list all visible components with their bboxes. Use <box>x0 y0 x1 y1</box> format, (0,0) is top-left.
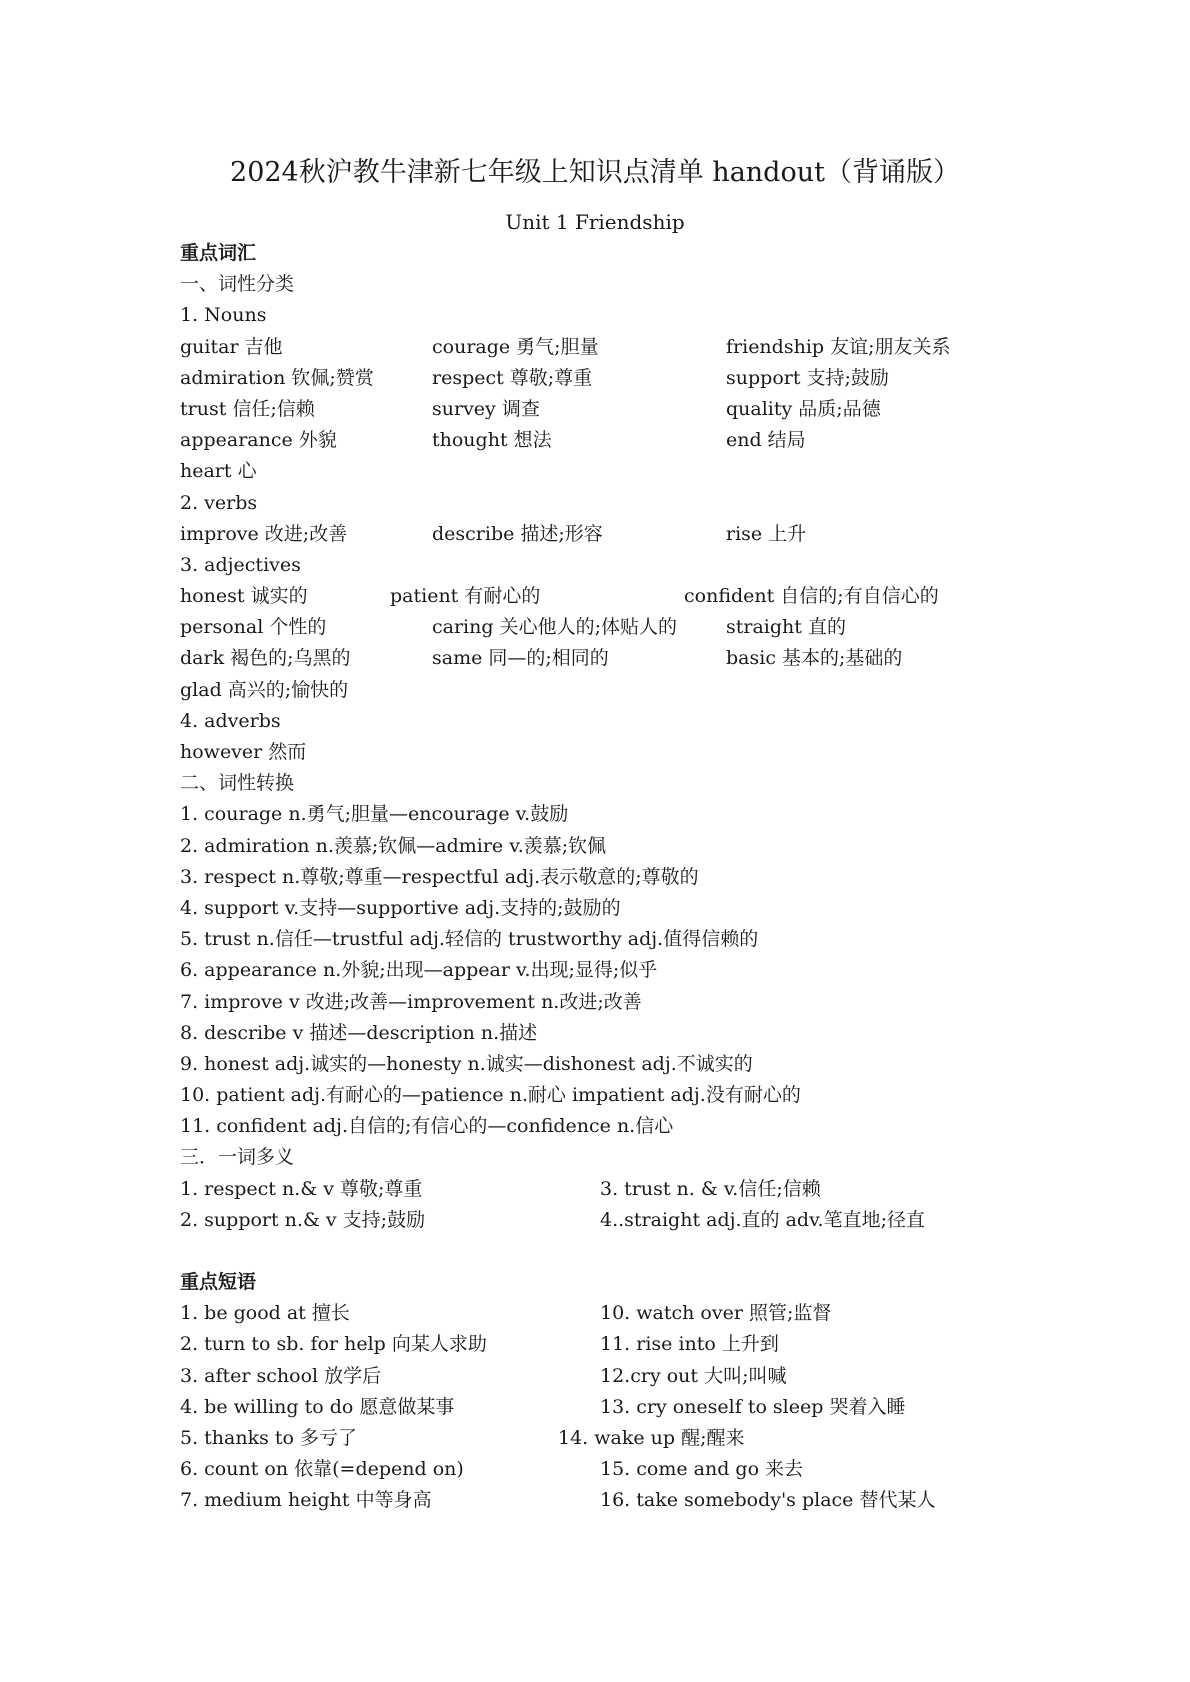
vocab-entry: patient 有耐心的 <box>390 585 541 608</box>
vocab-entry: rise 上升 <box>726 522 807 545</box>
vocab-entry: honest 诚实的 <box>180 585 308 608</box>
vocab-entry: caring 关心他人的;体贴人的 <box>432 616 677 639</box>
phrase-item: 10. watch over 照管;监督 <box>600 1302 832 1325</box>
phrase-item: 3. after school 放学后 <box>180 1364 382 1387</box>
conversion-item: 10. patient adj.有耐心的—patience n.耐心 impatient adj.没有耐心的 <box>180 1084 801 1107</box>
phrase-item: 1. be good at 擅长 <box>180 1302 350 1325</box>
vocab-entry: basic 基本的;基础的 <box>726 647 903 670</box>
phrase-row <box>180 1298 1080 1329</box>
phrase-item: 5. thanks to 多亏了 <box>180 1426 358 1449</box>
nouns-heading: 1. Nouns <box>180 304 267 327</box>
polysemy-row <box>180 1174 1080 1205</box>
conversion-item: 8. describe v 描述—description n.描述 <box>180 1021 538 1044</box>
conversion-item: 9. honest adj.诚实的—honesty n.诚实—dishonest adj.不诚实的 <box>180 1052 753 1075</box>
vocab-entry: confident 自信的;有自信心的 <box>684 585 939 608</box>
conversion-item: 11. confident adj.自信的;有信心的—confidence n.信心 <box>180 1115 674 1138</box>
verbs-heading: 2. verbs <box>180 491 258 514</box>
phrase-row <box>180 1423 1080 1454</box>
unit-subtitle: Unit 1 Friendship <box>505 210 685 234</box>
polysemy-item: 1. respect n.& v 尊敬;尊重 <box>180 1177 423 1200</box>
vocab-entry: describe 描述;形容 <box>432 522 603 545</box>
polysemy-item: 2. support n.& v 支持;鼓励 <box>180 1208 426 1231</box>
vocab-row <box>180 394 1080 425</box>
section-heading-word-classes: 一、词性分类 <box>180 273 295 296</box>
conversion-item: 6. appearance n.外貌;出现—appear v.出现;显得;似乎 <box>180 959 658 982</box>
vocab-row <box>180 612 1080 643</box>
vocab-entry: personal 个性的 <box>180 616 327 639</box>
adverbs-heading: 4. adverbs <box>180 709 281 732</box>
handout-content <box>180 238 1080 1517</box>
vocab-entry: dark 褐色的;乌黑的 <box>180 647 351 670</box>
conversion-item: 1. courage n.勇气;胆量—encourage v.鼓励 <box>180 803 569 826</box>
phrase-item: 7. medium height 中等身高 <box>180 1489 432 1512</box>
vocab-row <box>180 332 1080 363</box>
vocab-entry: quality 品质;品德 <box>726 397 881 420</box>
phrase-item: 4. be willing to do 愿意做某事 <box>180 1395 455 1418</box>
vocab-row <box>180 363 1080 394</box>
polysemy-item: 4..straight adj.直的 adv.笔直地;径直 <box>600 1208 925 1231</box>
phrases-heading: 重点短语 <box>180 1271 257 1293</box>
vocab-entry: end 结局 <box>726 429 806 452</box>
phrase-row <box>180 1485 1080 1516</box>
vocab-entry: guitar 吉他 <box>180 335 283 358</box>
vocab-row <box>180 456 1080 487</box>
vocab-heading: 重点词汇 <box>180 242 257 264</box>
vocab-row: however 然而 <box>180 741 307 763</box>
section-heading-word-conversion: 二、词性转换 <box>180 772 295 795</box>
phrase-item: 2. turn to sb. for help 向某人求助 <box>180 1333 487 1356</box>
vocab-row <box>180 519 1080 550</box>
conversion-item: 5. trust n.信任—trustful adj.轻信的 trustworthy adj.值得信赖的 <box>180 928 759 951</box>
vocab-entry: trust 信任;信赖 <box>180 397 315 420</box>
conversion-item: 2. admiration n.羡慕;钦佩—admire v.羡慕;钦佩 <box>180 834 607 857</box>
section-heading-polysemy: 三．一词多义 <box>180 1146 295 1169</box>
phrase-row <box>180 1392 1080 1423</box>
vocab-row <box>180 675 1080 706</box>
phrase-row <box>180 1361 1080 1392</box>
polysemy-item: 3. trust n. & v.信任;信赖 <box>600 1177 821 1200</box>
vocab-entry: respect 尊敬;尊重 <box>432 366 593 389</box>
phrase-item: 14. wake up 醒;醒来 <box>558 1426 745 1449</box>
vocab-row <box>180 581 1080 612</box>
adjectives-heading: 3. adjectives <box>180 553 301 576</box>
vocab-entry: improve 改进;改善 <box>180 522 348 545</box>
vocab-entry: survey 调查 <box>432 397 540 420</box>
phrase-row <box>180 1454 1080 1485</box>
page-title: 2024秋沪教牛津新七年级上知识点清单 handout（背诵版） <box>230 157 960 188</box>
phrase-item: 12.cry out 大叫;叫喊 <box>600 1364 787 1387</box>
phrase-item: 16. take somebody's place 替代某人 <box>600 1489 936 1512</box>
vocab-entry: friendship 友谊;朋友关系 <box>726 335 951 358</box>
vocab-entry: thought 想法 <box>432 429 552 452</box>
vocab-entry: support 支持;鼓励 <box>726 366 889 389</box>
polysemy-row <box>180 1205 1080 1236</box>
vocab-row <box>180 643 1080 674</box>
vocab-entry: appearance 外貌 <box>180 429 337 452</box>
vocab-entry: same 同—的;相同的 <box>432 647 609 670</box>
vocab-entry: glad 高兴的;愉快的 <box>180 678 349 701</box>
vocab-entry: courage 勇气;胆量 <box>432 335 599 358</box>
conversion-item: 3. respect n.尊敬;尊重—respectful adj.表示敬意的;尊敬的 <box>180 865 699 888</box>
phrase-item: 13. cry oneself to sleep 哭着入睡 <box>600 1395 906 1418</box>
vocab-row <box>180 425 1080 456</box>
phrase-item: 6. count on 依靠(=depend on) <box>180 1458 464 1481</box>
conversion-item: 4. support v.支持—supportive adj.支持的;鼓励的 <box>180 896 621 919</box>
phrase-row <box>180 1329 1080 1360</box>
phrase-item: 11. rise into 上升到 <box>600 1333 779 1356</box>
phrase-item: 15. come and go 来去 <box>600 1458 804 1481</box>
vocab-entry: straight 直的 <box>726 616 846 639</box>
vocab-entry: admiration 钦佩;赞赏 <box>180 366 374 389</box>
conversion-item: 7. improve v 改进;改善—improvement n.改进;改善 <box>180 990 642 1013</box>
vocab-entry: heart 心 <box>180 460 257 483</box>
